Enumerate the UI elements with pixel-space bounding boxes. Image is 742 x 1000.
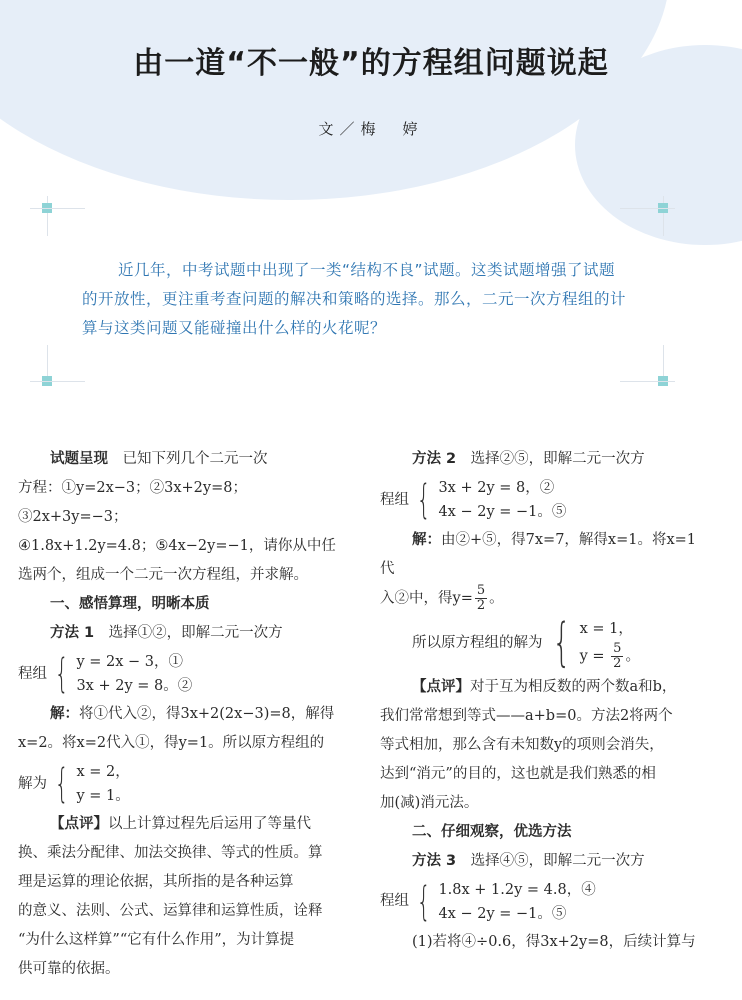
section-heading: 一、感悟算理，明晰本质 (50, 596, 210, 612)
problem-heading: 试题呈现 (50, 451, 108, 467)
method-label: 方法 1 (50, 625, 95, 641)
problem-text: 方程：①y=2x−3；②3x+2y=8；③2x+3y=−3； (18, 480, 247, 525)
fraction-numerator: 5 (613, 640, 622, 656)
comment-text: 对于互为相反数的两个数a和b， (470, 678, 677, 695)
solution-system (18, 760, 336, 808)
equation: y = 1。 (76, 788, 130, 804)
problem-text: ④1.8x+1.2y=4.8；⑤4x−2y=−1，请你从中任 (18, 538, 336, 554)
equation: 1.8x + 1.2y = 4.8，④ (438, 881, 596, 898)
section-heading: 二、仔细观察，优选方法 (412, 823, 572, 840)
intro-line: 近几年，中考试题中出现了一类“结构不良”试题。这类试题增强了试题 (118, 261, 616, 279)
equation: y = (579, 648, 610, 664)
equation: x = 1， (579, 620, 633, 637)
system-prefix: 程组 (18, 665, 47, 682)
system-prefix: 程组 (380, 893, 409, 909)
method-text: 选择①②，即解二元一次方 (108, 625, 283, 641)
equation: 3x + 2y = 8。② (76, 678, 193, 694)
system-prefix: 解为 (18, 775, 47, 792)
comment-label: 【点评】 (50, 816, 108, 832)
fraction (475, 584, 487, 613)
equation: y = 2x − 3，① (76, 654, 184, 670)
fraction-denominator: 2 (476, 598, 486, 613)
brace-icon: { (54, 761, 69, 807)
intro-paragraph (82, 256, 652, 343)
problem-text: 选两个，组成一个二元一次方程组，并求解。 (18, 567, 308, 583)
frame-line (30, 208, 85, 209)
solution-label: 解： (412, 532, 441, 548)
method-text: 选择④⑤，即解二元一次方 (470, 852, 645, 869)
comment-text: 理是运算的理论依据，其所指的是各种运算 (18, 874, 294, 890)
frame-line (620, 208, 675, 209)
brace-icon: { (551, 613, 571, 673)
comment-text: “为什么这样算”“它有什么作用”，为计算提 (18, 932, 295, 948)
punctuation: 。 (625, 648, 640, 664)
solution-text: 由②+⑤，得7x=7，解得x=1。将x=1代 (380, 532, 697, 577)
brace-icon: { (416, 878, 431, 925)
comment-text: 达到“消元”的目的，这也就是我们熟悉的相 (380, 765, 656, 782)
frame-line (30, 381, 85, 382)
background-shape-left (0, 0, 670, 200)
equation-system (380, 878, 698, 926)
comment-text: 等式相加，那么含有未知数y的项则会消失， (380, 736, 664, 753)
frame-line (663, 196, 664, 236)
equation: x = 2， (76, 764, 130, 780)
solution-text: 将①代入②，得3x+2(2x−3)=8，解得 (79, 706, 335, 722)
brace-icon: { (54, 651, 69, 697)
article-title: 由一道“不一般”的方程组问题说起 (133, 46, 609, 81)
equation-system (18, 650, 336, 698)
frame-line (47, 196, 48, 236)
comment-text: 以上计算过程先后运用了等量代 (108, 816, 311, 832)
solution-system (412, 613, 698, 673)
comment-label: 【点评】 (412, 678, 470, 695)
left-column (18, 445, 336, 984)
comment-text: 我们常常想到等式——a+b=0。方法2将两个 (380, 707, 673, 724)
system-prefix: 所以原方程组的解为 (412, 634, 543, 651)
method-text: 选择②⑤，即解二元一次方 (470, 451, 645, 467)
fraction-denominator: 2 (613, 655, 622, 671)
solution-label: 解： (50, 706, 79, 722)
comment-text: 加(减)消元法。 (380, 794, 479, 811)
comment-text: 换、乘法分配律、加法交换律、等式的性质。算 (18, 845, 323, 861)
solution-text: 入②中，得y= (380, 590, 473, 607)
equation-system (380, 476, 698, 524)
method-label: 方法 3 (412, 852, 457, 869)
fraction-numerator: 5 (476, 583, 486, 598)
brace-icon: { (416, 477, 431, 523)
problem-text: 已知下列几个二元一次 (122, 451, 268, 467)
comment-text: 供可靠的依据。 (18, 961, 120, 977)
intro-line: 的开放性，更注重考查问题的解决和策略的选择。那么，二元一次方程组的计 (82, 290, 627, 308)
fraction (611, 642, 623, 671)
right-column (380, 445, 698, 957)
equation: 4x − 2y = −1。⑤ (438, 905, 567, 922)
system-prefix: 程组 (380, 491, 409, 508)
comment-text: 的意义、法则、公式、运算律和运算性质，诠释 (18, 903, 323, 919)
equation: 3x + 2y = 8，② (438, 480, 555, 496)
frame-line (620, 381, 675, 382)
method-label: 方法 2 (412, 451, 457, 467)
solution-text: x=2。将x=2代入①，得y=1。所以原方程组的 (18, 735, 325, 751)
article-author: 文／梅 婷 (318, 120, 424, 138)
equation: 4x − 2y = −1。⑤ (438, 504, 567, 520)
solution-text: (1)若将④÷0.6，得3x+2y=8，后续计算与 (412, 933, 696, 950)
intro-line: 算与这类问题又能碰撞出什么样的火花呢？ (82, 319, 387, 337)
punctuation: 。 (489, 590, 504, 607)
